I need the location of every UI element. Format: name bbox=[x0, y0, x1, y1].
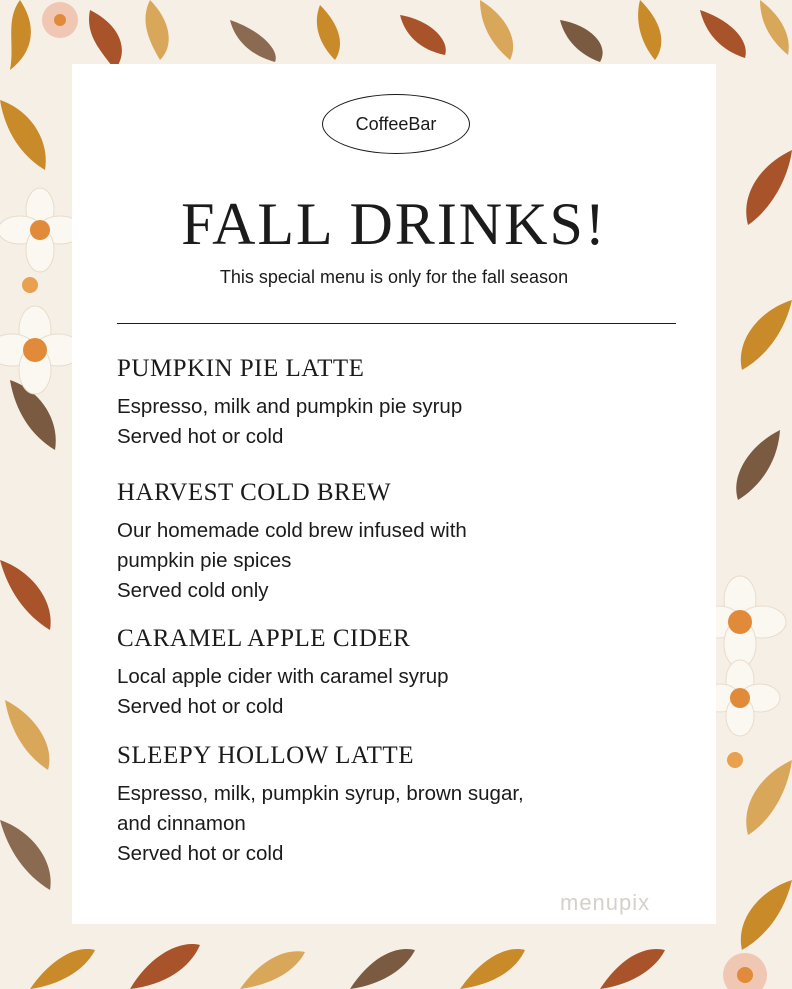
menu-item-serving: Served hot or cold bbox=[117, 842, 284, 865]
coffeebar-logo: CoffeeBar bbox=[322, 94, 470, 154]
menu-item-description: Espresso, milk, pumpkin syrup, brown sugar, bbox=[117, 782, 524, 805]
left-flowers bbox=[0, 100, 82, 890]
menu-item-description: and cinnamon bbox=[117, 812, 246, 835]
menu-item-description: Local apple cider with caramel syrup bbox=[117, 665, 449, 688]
menu-item-caramel-apple-cider bbox=[117, 624, 677, 722]
divider bbox=[117, 323, 676, 324]
top-leaves bbox=[10, 0, 789, 70]
menu-item-pumpkin-pie-latte bbox=[117, 354, 677, 452]
menu-item-harvest-cold-brew bbox=[117, 478, 677, 606]
menu-item-sleepy-hollow-latte bbox=[117, 741, 677, 869]
page-title: FALL DRINKS! bbox=[181, 191, 607, 257]
menu-item-description: Espresso, milk and pumpkin pie syrup bbox=[117, 395, 463, 418]
menu-item-name: PUMPKIN PIE LATTE bbox=[117, 355, 365, 382]
menu-item-name: CARAMEL APPLE CIDER bbox=[117, 625, 411, 652]
page-subtitle: This special menu is only for the fall season bbox=[219, 267, 569, 287]
menu-item-serving: Served hot or cold bbox=[117, 425, 284, 448]
menu-item-name: SLEEPY HOLLOW LATTE bbox=[117, 742, 414, 769]
bottom-leaves bbox=[30, 944, 767, 989]
menu-card bbox=[72, 64, 716, 924]
menu-item-name: HARVEST COLD BREW bbox=[117, 479, 392, 506]
watermark: menupix bbox=[560, 890, 651, 915]
menu-item-serving: Served cold only bbox=[117, 579, 269, 602]
menu-item-description: pumpkin pie spices bbox=[117, 549, 292, 572]
menu-item-serving: Served hot or cold bbox=[117, 695, 284, 718]
menu-item-description: Our homemade cold brew infused with bbox=[117, 519, 467, 542]
